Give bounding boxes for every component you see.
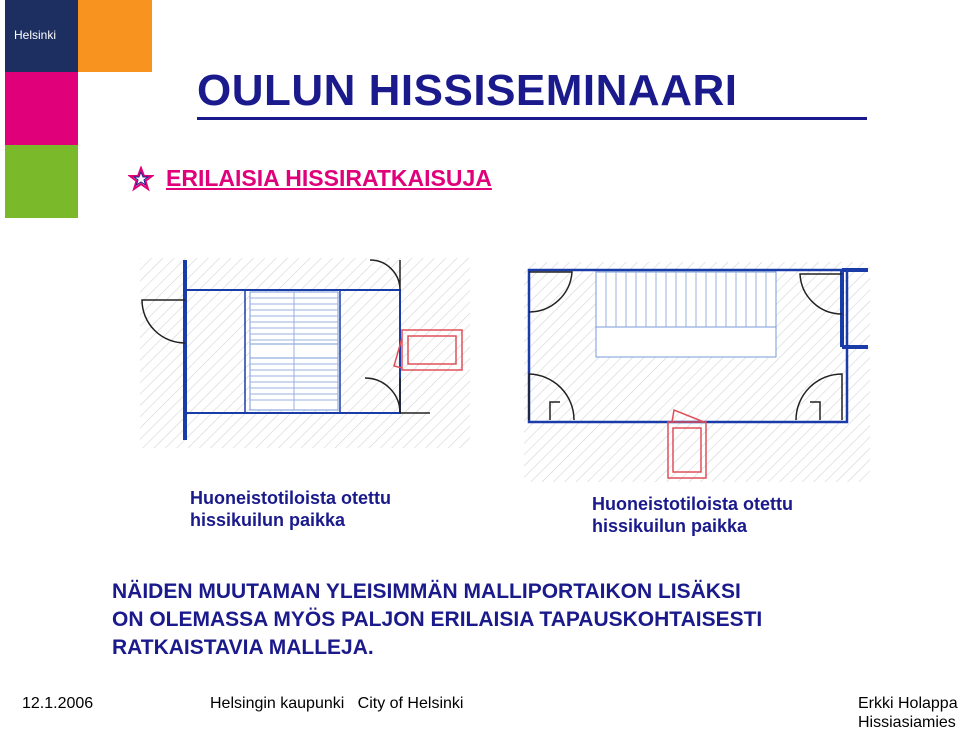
floor-plan-right xyxy=(524,262,870,482)
caption-right-line2: hissikuilun paikka xyxy=(592,516,748,536)
caption-left-line1: Huoneistotiloista otettu xyxy=(190,488,391,508)
body-line-1: NÄIDEN MUUTAMAN YLEISIMMÄN MALLIPORTAIKON LISÄKSI xyxy=(112,580,741,603)
brand-block-green xyxy=(5,145,78,218)
subtitle-row xyxy=(128,165,492,192)
caption-right-line1: Huoneistotiloista otettu xyxy=(592,494,793,514)
star-icon xyxy=(128,166,154,192)
slide-title: OULUN HISSISEMINAARI xyxy=(197,66,738,115)
footer-author: Erkki Holappa xyxy=(858,695,958,712)
footer-date: 12.1.2006 xyxy=(22,695,94,712)
title-underline xyxy=(197,117,867,120)
slide-subtitle: ERILAISIA HISSIRATKAISUJA xyxy=(166,165,492,191)
brand-block-magenta xyxy=(5,72,78,145)
helsinki-logo: Helsinki xyxy=(14,28,57,42)
body-line-3: RATKAISTAVIA MALLEJA. xyxy=(112,636,374,659)
caption-left xyxy=(190,487,391,531)
footer-role: Hissiasiamies xyxy=(858,714,956,731)
caption-right xyxy=(592,493,793,537)
footer-organization: Helsingin kaupunki City of Helsinki xyxy=(210,695,464,712)
caption-left-line2: hissikuilun paikka xyxy=(190,510,346,530)
body-line-2: ON OLEMASSA MYÖS PALJON ERILAISIA TAPAUSKOHTAISESTI xyxy=(112,608,763,631)
body-text xyxy=(112,578,762,662)
floor-plan-left xyxy=(140,258,470,448)
brand-block-orange xyxy=(78,0,152,72)
